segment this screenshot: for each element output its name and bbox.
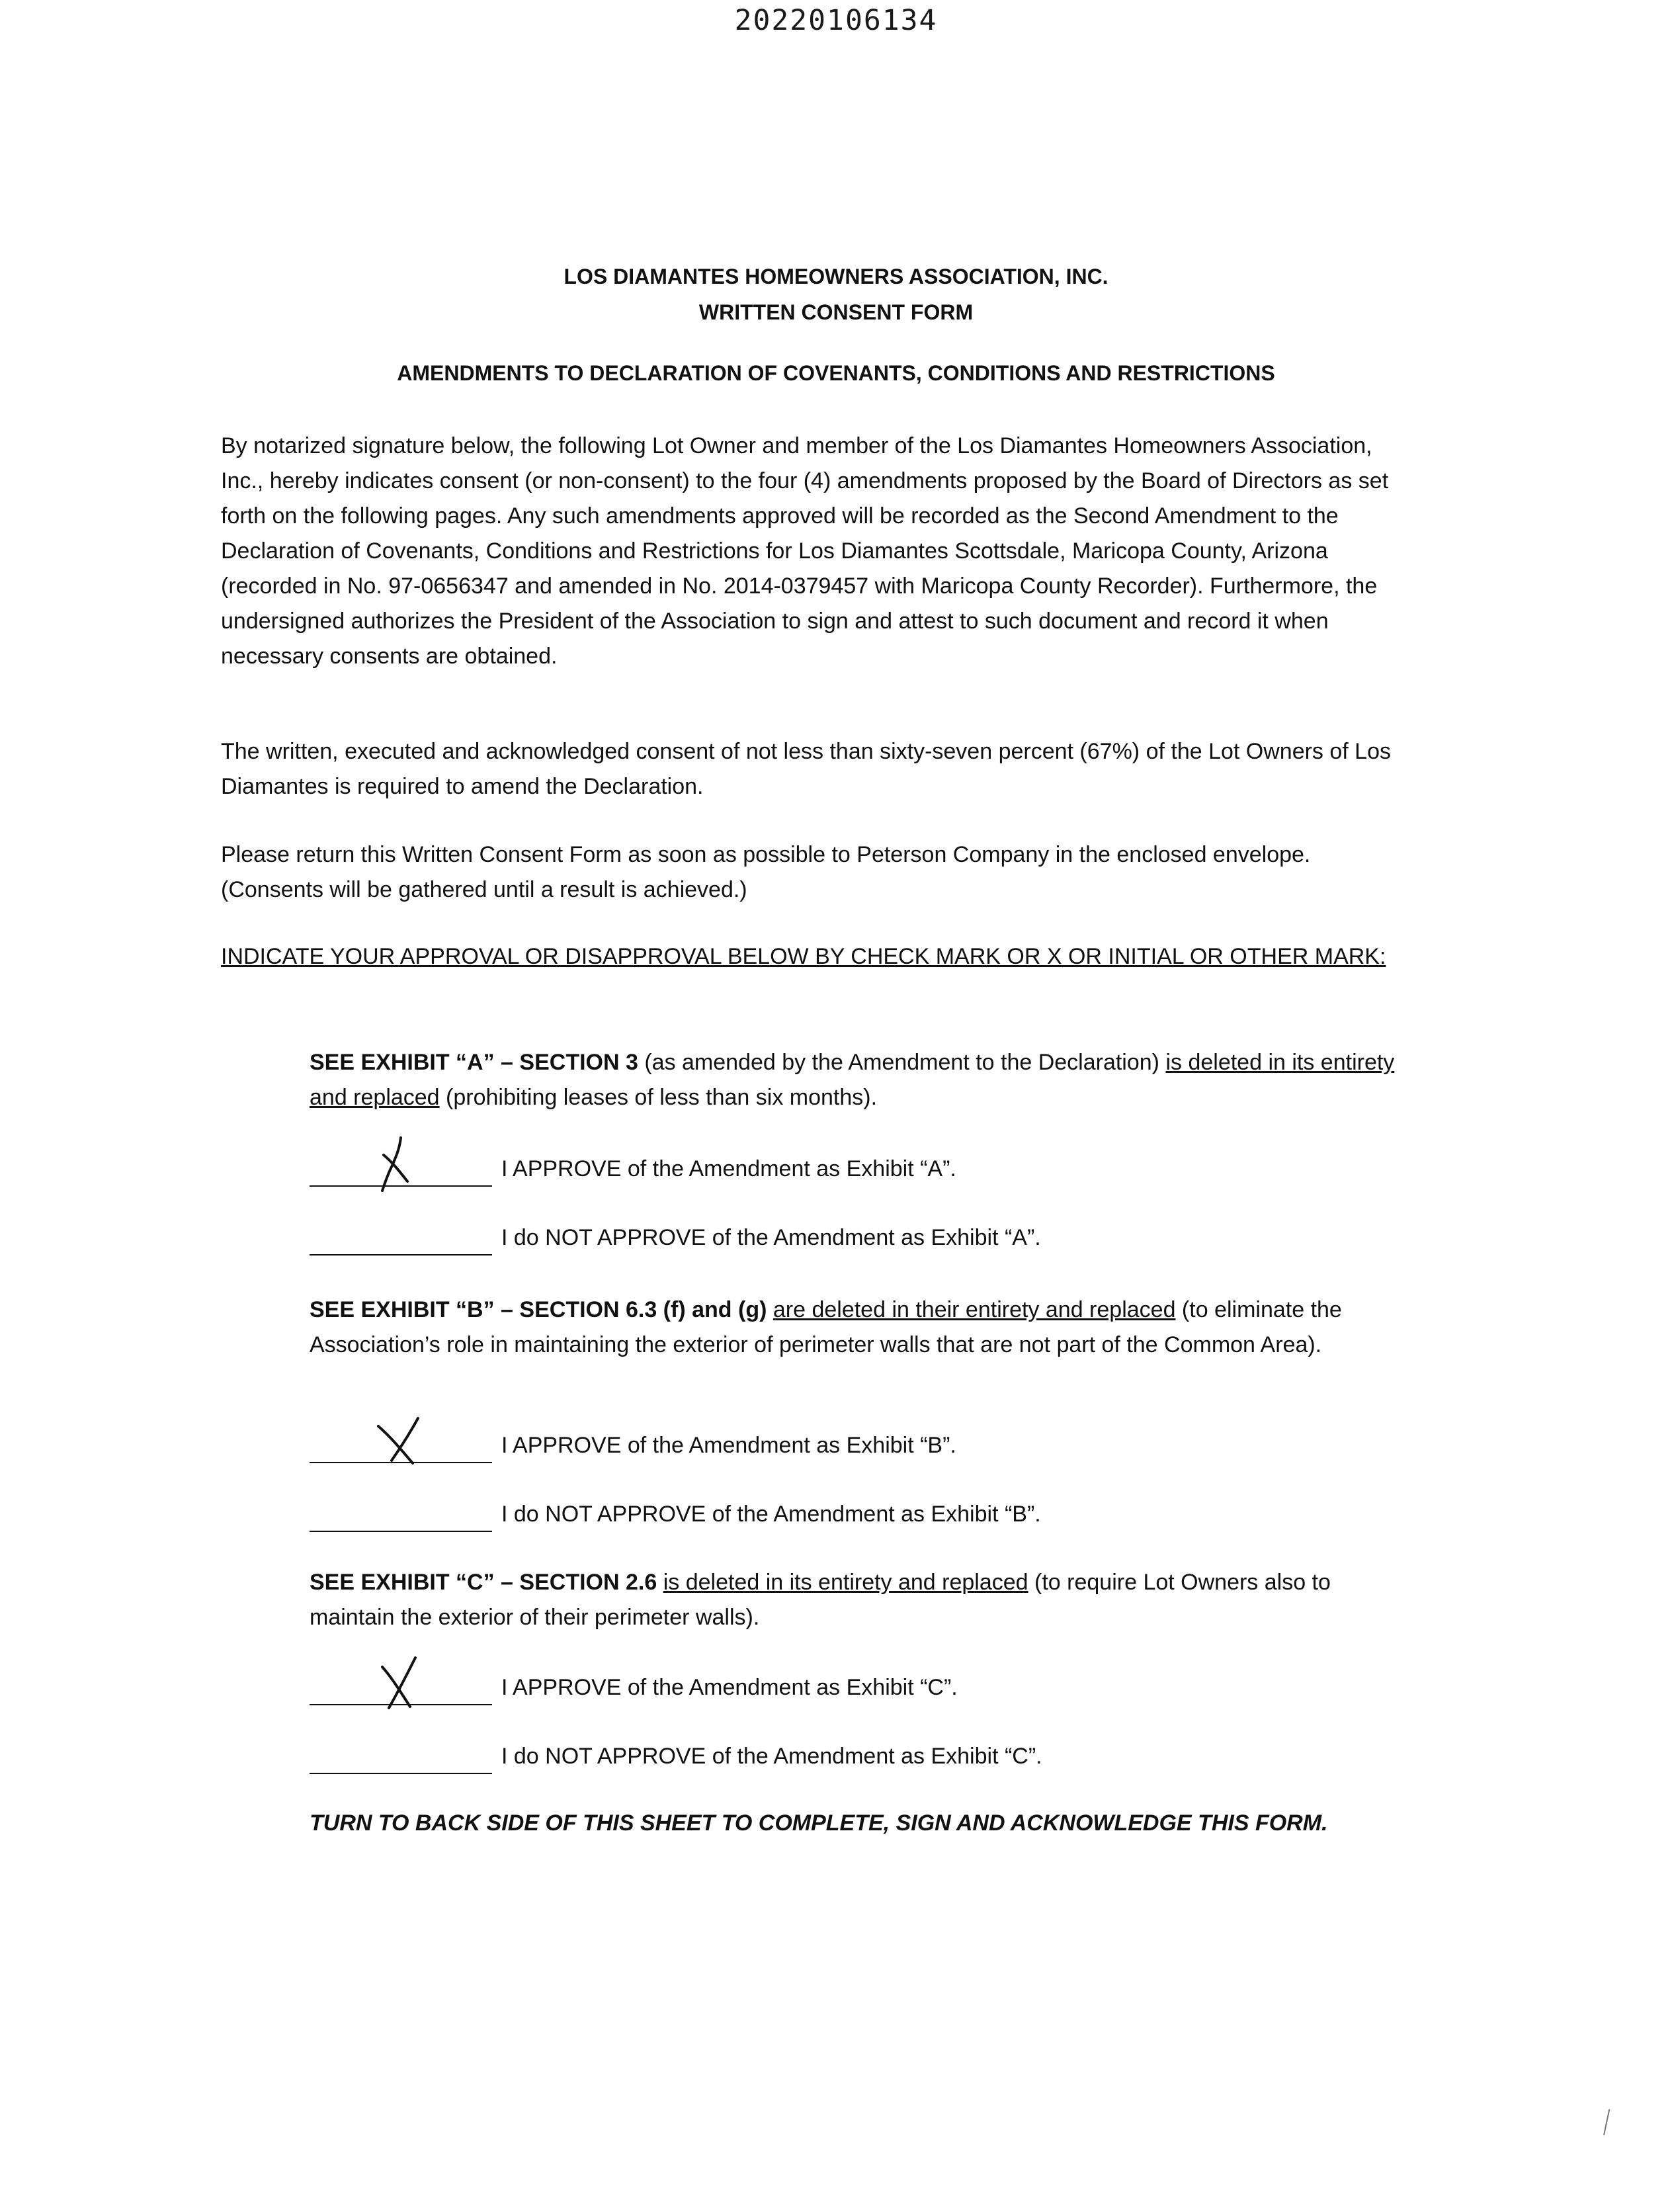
exhibit-c-purpose: (to require Lot Owners also to maintain the exterior of their perimeter walls). (310, 1570, 1331, 1630)
handwritten-x-mark-icon (369, 1655, 435, 1711)
exhibit-a-disapprove-blank[interactable] (310, 1228, 492, 1255)
exhibit-b-approve-blank[interactable] (310, 1435, 492, 1463)
exhibit-a-text: (as amended by the Amendment to the Declaration) (638, 1050, 1166, 1075)
exhibit-a-approve-row (310, 1150, 956, 1187)
amendments-subtitle: AMENDMENTS TO DECLARATION OF COVENANTS, CONDITIONS AND RESTRICTIONS (397, 361, 1275, 385)
exhibit-a-description (310, 1045, 1407, 1115)
requirement-paragraph: The written, executed and acknowledged consent of not less than sixty-seven percent (67%) of the Lot Owners of Los Diamantes is required to amend the Declaration. (221, 739, 1391, 799)
exhibit-b-purpose: (to eliminate the Association’s role in maintaining the exterior of perimeter walls that are not part of the Common Area). (310, 1297, 1342, 1357)
exhibit-b-disapprove-blank[interactable] (310, 1504, 492, 1532)
exhibit-a-purpose: (prohibiting leases of less than six months). (439, 1085, 878, 1110)
exhibit-c-disapprove-label: I do NOT APPROVE of the Amendment as Exhibit “C”. (501, 1744, 1042, 1769)
back-side-instruction: TURN TO BACK SIDE OF THIS SHEET TO COMPLETE, SIGN AND ACKNOWLEDGE THIS FORM. (310, 1810, 1328, 1836)
scan-artifact (1603, 2109, 1622, 2137)
exhibit-b-underlined: are deleted in their entirety and replaced (773, 1297, 1176, 1322)
exhibit-b-disapprove-row (310, 1495, 1041, 1532)
exhibit-a-approve-blank[interactable] (310, 1159, 492, 1187)
approval-instruction: INDICATE YOUR APPROVAL OR DISAPPROVAL BELOW BY CHECK MARK OR X OR INITIAL OR OTHER MARK: (221, 944, 1386, 969)
exhibit-a-approve-label: I APPROVE of the Amendment as Exhibit “A”. (501, 1156, 956, 1181)
exhibit-b-text (767, 1297, 773, 1322)
intro-paragraph: By notarized signature below, the following Lot Owner and member of the Los Diamantes Homeowners Association, Inc., hereby indicates consent (or non-consent) to the four (4) amendments proposed by the Board of Directors as set forth on the following pages. Any such amendments approved will be recorded as the Second Amendment to the Declaration of Covenants, Conditions and Restrictions for Los Diamantes Scottsdale, Maricopa County, Arizona (recorded in No. 97-0656347 and amended in No. 2014-0379457 with Maricopa County Recorder). Furthermore, the undersigned authorizes the President of the Association to sign and attest to such document and record it when necessary consents are obtained. (221, 433, 1389, 669)
exhibit-c-approve-label: I APPROVE of the Amendment as Exhibit “C”. (501, 1675, 958, 1700)
exhibit-a-underlined: is deleted in its entirety and replaced (310, 1050, 1395, 1110)
exhibit-c-approve-blank[interactable] (310, 1678, 492, 1705)
exhibit-c-disapprove-blank[interactable] (310, 1746, 492, 1774)
exhibit-c-underlined: is deleted in its entirety and replaced (663, 1570, 1028, 1595)
exhibit-a-disapprove-row (310, 1218, 1041, 1255)
exhibit-b-heading: SEE EXHIBIT “B” – SECTION 6.3 (f) and (g) (310, 1297, 767, 1322)
handwritten-x-mark-icon (369, 1136, 435, 1192)
exhibit-c-approve-row (310, 1668, 958, 1705)
exhibit-c-text (657, 1570, 663, 1595)
exhibit-c-description (310, 1565, 1407, 1635)
exhibit-c-disapprove-row (310, 1737, 1042, 1774)
exhibit-b-disapprove-label: I do NOT APPROVE of the Amendment as Exhibit “B”. (501, 1502, 1041, 1527)
exhibit-c-heading: SEE EXHIBIT “C” – SECTION 2.6 (310, 1570, 657, 1595)
return-instructions: Please return this Written Consent Form as soon as possible to Peterson Company in the enclosed envelope. (Consents will be gathered until a result is achieved.) (221, 842, 1311, 902)
exhibit-b-approve-row (310, 1426, 956, 1463)
form-title: WRITTEN CONSENT FORM (698, 300, 974, 324)
association-name: LOS DIAMANTES HOMEOWNERS ASSOCIATION, INC. (564, 265, 1108, 288)
recording-number: 20220106134 (734, 4, 938, 37)
exhibit-a-heading: SEE EXHIBIT “A” – SECTION 3 (310, 1050, 638, 1075)
exhibit-b-approve-label: I APPROVE of the Amendment as Exhibit “B”. (501, 1433, 956, 1458)
exhibit-b-description (310, 1293, 1407, 1363)
exhibit-a-disapprove-label: I do NOT APPROVE of the Amendment as Exhibit “A”. (501, 1225, 1041, 1250)
handwritten-x-mark-icon (369, 1413, 435, 1468)
